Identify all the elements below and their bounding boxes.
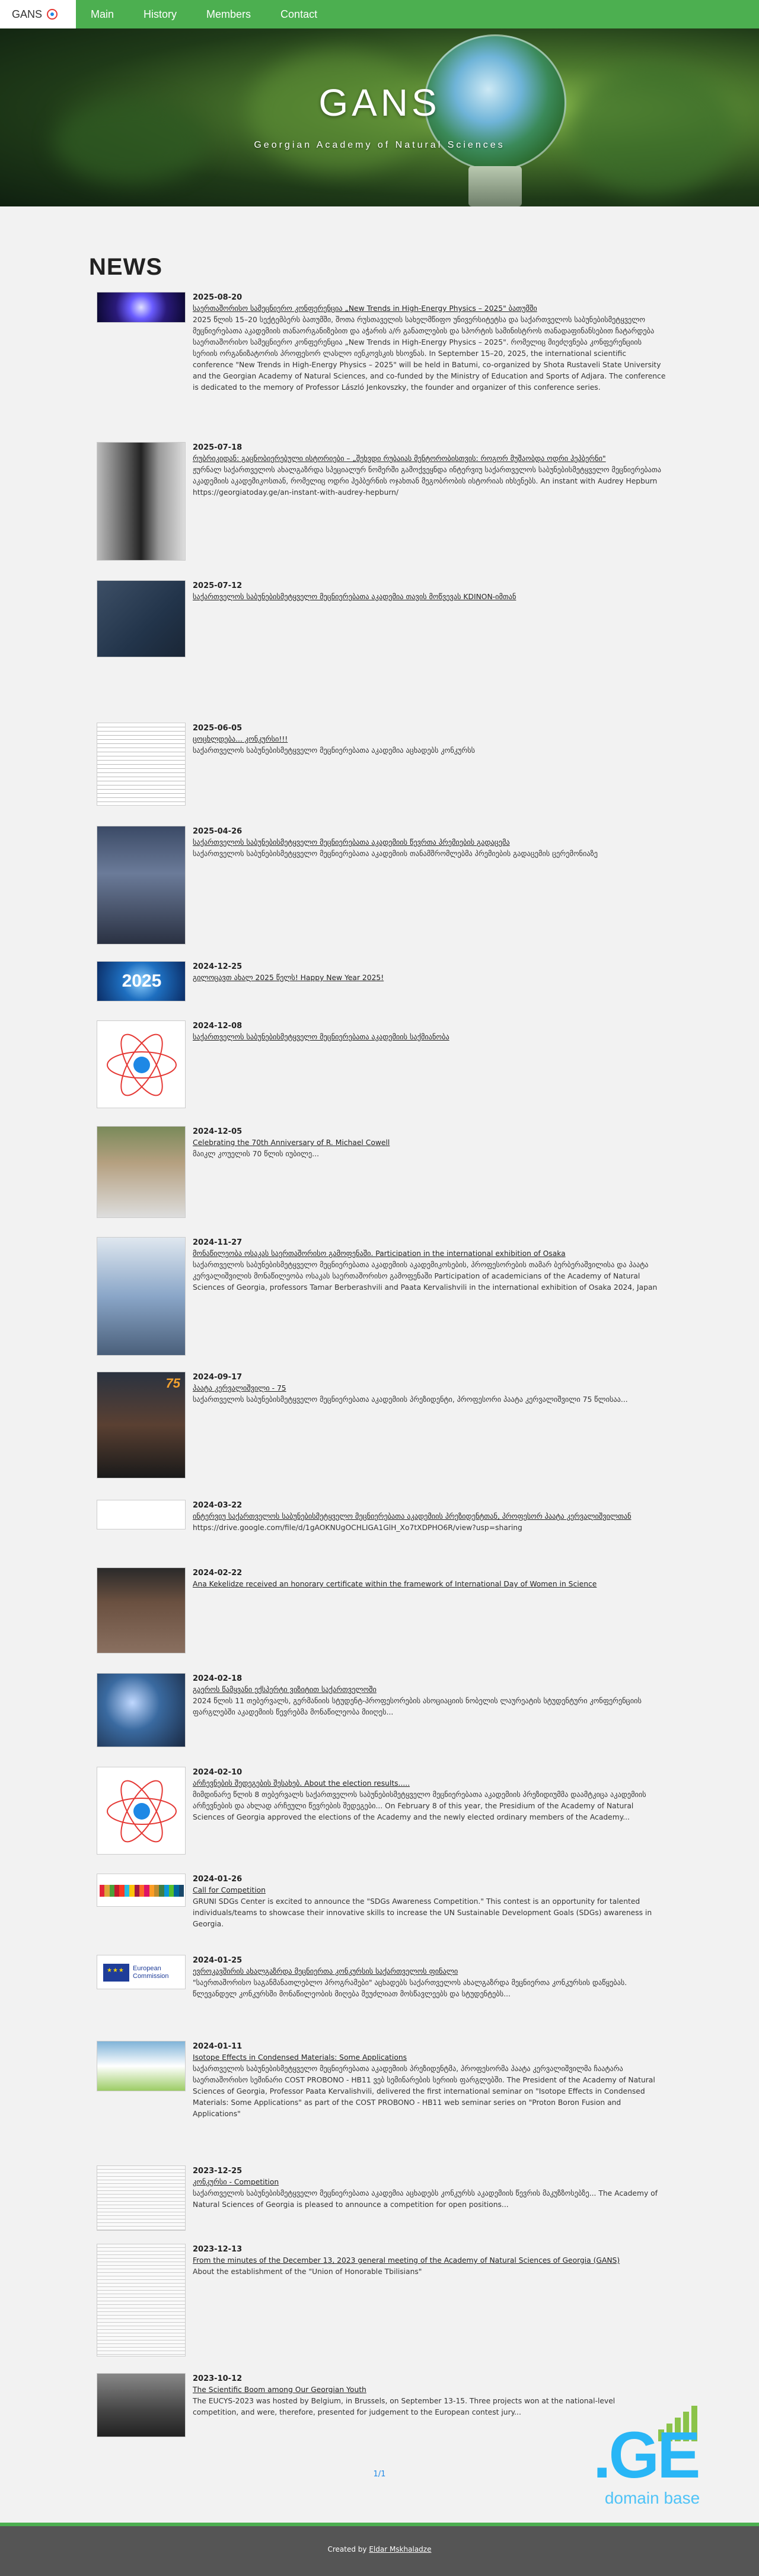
nav-link-contact[interactable]: Contact bbox=[280, 8, 318, 20]
eu-flag-icon bbox=[103, 1964, 129, 1982]
news-date: 2025-07-12 bbox=[193, 581, 243, 590]
news-date: 2024-02-18 bbox=[193, 1674, 243, 1683]
news-title-link[interactable]: ინტერვიუ საქართველოს საბუნებისმეტყველო მეცნიერებათა აკადემიის პრეზიდენტთან, პროფესორ პაატა კერვალიშვილთან bbox=[193, 1512, 632, 1521]
news-excerpt: საქართველოს საბუნებისმეტყველო მეცნიერებათა აკადემიის პრეზიდენტმა, პროფესორმა პაატა კერვალიშვილმა ჩაატარა საერთაშორისო სემინარი COST PROBONO - HB11 ვებ სემინარების სერიის ფარგლებში. The President of the Academy of Natural Sciences of Georgia, Professor Paata Kervalishvili, delivered the first international seminar on "Isotope Effects in Condensed Materials: Some Applications" as part of the COST PROBONO - HB11 web seminar series on "Proton Boron Fusion and Applications" bbox=[193, 2065, 655, 2118]
news-excerpt: საქართველოს საბუნებისმეტყველო მეცნიერებათა აკადემია აცხადებს კონკურსს bbox=[193, 746, 476, 755]
news-title-link[interactable]: From the minutes of the December 13, 2023 general meeting of the Academy of Natural Sciences of Georgia (GANS) bbox=[193, 2256, 620, 2265]
news-title-link[interactable]: გაეროს წამყვანი ექსპერტი ვიზიტით საქართველოში bbox=[193, 1685, 377, 1694]
news-thumbnail[interactable] bbox=[97, 292, 186, 323]
nav-link-main[interactable]: Main bbox=[91, 8, 114, 20]
news-date: 2025-07-18 bbox=[193, 443, 243, 452]
news-date: 2024-01-26 bbox=[193, 1875, 243, 1884]
news-thumbnail[interactable] bbox=[97, 1874, 186, 1907]
news-date: 2025-08-20 bbox=[193, 293, 243, 302]
news-date: 2024-02-22 bbox=[193, 1569, 243, 1578]
news-excerpt: 2025 წლის 15–20 სექტემბერს ბათუმში, შოთა რუსთაველის სახელმწიფო უნივერსიტეტსა და საქართველოს საბუნებისმეტყველო მეცნიერებათა აკადემიის თანაორგანიზებით და აჭარის ა/რ განათლების და სპორტის სამინისტროს თანადაფინანსებით ჩატარდება საერთაშორისო სამეცნიერო კონფერენცია „New Trends in High-Energy Physics – 2025". რომელიც მიეძღვნება კონფერენციის სერიის ორგანიზატორის პროფესორ ლასლო იენკოვსკის ხსოვნას. In September 15–20, 2025, the international scientific conference "New Trends in High-Energy Physics – 2025" will be held in Batumi, co-organized by Shota Rustaveli State University and the Georgian Academy of Natural Sciences, and co-funded by the Ministry of Education and Sports of Adjara. The conference is dedicated to the memory of Professor László Jenkovszky, the founder and organizer of this conference series. bbox=[193, 316, 666, 392]
news-thumbnail[interactable] bbox=[97, 580, 186, 657]
news-excerpt: მიმდინარე წლის 8 თებერვალს საქართველოს საბუნებისმეტყველო მეცნიერებათა აკადემიის პრეზიდიუმმა დაამტკიცა აკადემიის არჩევნების და ახლად არჩეული წევრების შედეგები... On February 8 of this year, the Presidium of the Academy of Natural Sciences of Georgia approved the elections of the Academy and the newly elected ordinary members of the Academy... bbox=[193, 1791, 646, 1821]
news-thumbnail[interactable] bbox=[97, 442, 186, 561]
academy-logo-icon bbox=[47, 9, 58, 20]
brand-text: GANS bbox=[12, 8, 43, 20]
news-thumbnail[interactable] bbox=[97, 723, 186, 806]
news-title-link[interactable]: პაატა კერვალიშვილი - 75 bbox=[193, 1384, 286, 1392]
news-thumbnail[interactable] bbox=[97, 1372, 186, 1478]
lightbulb-base-image bbox=[468, 166, 522, 206]
academy-emblem-icon bbox=[97, 1767, 186, 1855]
top-navbar bbox=[0, 0, 759, 28]
news-excerpt: The EUCYS-2023 was hosted by Belgium, in Brussels, on September 13-15. Three projects won at the national-level competition, and were, therefore, presented for judgement to the European contest jury... bbox=[193, 2397, 616, 2416]
sdg-logo-icon bbox=[100, 1885, 184, 1897]
news-excerpt: 2024 წლის 11 თებერვალს, გერმანიის სტუდენტ-პროფესორების ასოციაციის ნობელის ლაურეატის სტუდენტური კონფერენციის ფარგლებში აკადემიის წევრებმა მონაწილეობა მიიღეს... bbox=[193, 1697, 642, 1716]
eu-logo-text: European Commission bbox=[133, 1965, 169, 1980]
news-thumbnail[interactable] bbox=[97, 2165, 186, 2231]
news-thumbnail[interactable] bbox=[97, 1237, 186, 1356]
news-date: 2025-06-05 bbox=[193, 724, 243, 733]
news-date: 2025-04-26 bbox=[193, 827, 243, 836]
news-excerpt: საქართველოს საბუნებისმეტყველო მეცნიერებათა აკადემიის აკადემიკოსების, პროფესორების თამარ ბერბერაშვილისა და პაატა კერვალიშვილის მონაწილეობა ოსაკას საერთაშორისო გამოფენაში Participation of academicians of the Academy of Natural Sciences of Georgia, professors Tamar Berberashvili and Paata Kervalishvili in the international exhibition of Osaka 2024, Japan bbox=[193, 1261, 658, 1292]
news-excerpt: GRUNI SDGs Center is excited to announce the "SDGs Awareness Competition." This contest is an opportunity for talented individuals/teams to showcase their innovative skills to increase the UN Sustainable Development Goals (SDGs) awareness in Georgia. bbox=[193, 1897, 652, 1928]
news-thumbnail[interactable] bbox=[97, 826, 186, 944]
news-excerpt: About the establishment of the "Union of Honorable Tbilisians" bbox=[193, 2267, 422, 2276]
news-title-link[interactable]: საქართველოს საბუნებისმეტყველო მეცნიერებათა აკადემიის წევრთა პრემიების გადაცემა bbox=[193, 838, 510, 847]
nav-link-history[interactable]: History bbox=[143, 8, 177, 20]
brand-link[interactable] bbox=[0, 0, 76, 28]
news-date: 2024-12-08 bbox=[193, 1022, 243, 1031]
news-date: 2023-10-12 bbox=[193, 2374, 243, 2383]
footer-credit-label: Created by bbox=[327, 2545, 369, 2553]
news-thumbnail[interactable] bbox=[97, 1020, 186, 1108]
academy-emblem-icon bbox=[97, 1021, 186, 1108]
news-thumbnail[interactable] bbox=[97, 1126, 186, 1218]
news-excerpt: საქართველოს საბუნებისმეტყველო მეცნიერებათა აკადემიის თანამშრომლებმა პრემიების გადაცემის ცერემონიაზე bbox=[193, 850, 598, 858]
news-excerpt: მაიკლ კოუელის 70 წლის იუბილე... bbox=[193, 1150, 319, 1158]
news-title-link[interactable]: ცოცხლდება... კონკურსი!!! bbox=[193, 735, 288, 743]
news-title-link[interactable]: Isotope Effects in Condensed Materials: Some Applications bbox=[193, 2053, 407, 2062]
pagination[interactable]: 1/1 bbox=[373, 2470, 386, 2479]
news-date: 2024-03-22 bbox=[193, 1501, 243, 1510]
hero-subtitle: Georgian Academy of Natural Sciences bbox=[254, 140, 505, 150]
news-thumbnail[interactable] bbox=[97, 1673, 186, 1747]
ge-logo-text: .GE bbox=[593, 2419, 699, 2492]
news-date: 2023-12-25 bbox=[193, 2167, 243, 2176]
news-title-link[interactable]: Celebrating the 70th Anniversary of R. Michael Cowell bbox=[193, 1138, 390, 1147]
news-date: 2024-11-27 bbox=[193, 1238, 243, 1247]
news-excerpt: https://drive.google.com/file/d/1gAOKNUgOCHLIGA1GlH_Xo7tXDPHO6R/view?usp=sharing bbox=[193, 1524, 522, 1532]
news-title-link[interactable]: არჩევნების შედეგების შესახებ. About the election results..... bbox=[193, 1779, 410, 1788]
news-date: 2024-09-17 bbox=[193, 1373, 243, 1382]
news-date: 2024-01-11 bbox=[193, 2042, 243, 2051]
hero-banner bbox=[0, 28, 759, 206]
news-title-link[interactable]: საერთაშორისო სამეცნიერო კონფერენცია „New Trends in High-Energy Physics – 2025" ბათუმში bbox=[193, 304, 537, 313]
news-thumbnail[interactable] bbox=[97, 961, 186, 1001]
news-excerpt: "საერთაშორისო საგანმანათლებლო პროგრამები" აცხადებს საქართველოს ახალგაზრდა მეცნიერთა კონკურსის დაწყებას. წლევანდელ კონკურსში მონაწილეობის მიღება შეუძლიათ მოსწავლეებს და სტუდენტებს... bbox=[193, 1979, 627, 1998]
news-title-link[interactable]: The Scientific Boom among Our Georgian Youth bbox=[193, 2386, 366, 2394]
news-excerpt: საქართველოს საბუნებისმეტყველო მეცნიერებათა აკადემიის პრეზიდენტი, პროფესორი პაატა კერვალიშვილი 75 წლისაა... bbox=[193, 1395, 628, 1404]
news-date: 2024-12-05 bbox=[193, 1127, 243, 1136]
new-year-graphic-text: 2025 bbox=[122, 971, 162, 991]
news-thumbnail[interactable] bbox=[97, 2244, 186, 2356]
news-date: 2024-12-25 bbox=[193, 962, 243, 971]
news-title-link[interactable]: საქართველოს საბუნებისმეტყველო მეცნიერებათა აკადემია თავის მოწვევას KDINON-იმთან bbox=[193, 593, 516, 601]
news-date: 2024-01-25 bbox=[193, 1956, 243, 1965]
news-title-link[interactable]: ევროკავშირის ახალგაზრდა მეცნიერთა კონკურსის საქართველოს ფინალი bbox=[193, 1967, 458, 1976]
ge-logo-subtitle: domain base bbox=[604, 2489, 700, 2507]
anniversary-graphic-text: 75 bbox=[165, 1376, 180, 1391]
footer bbox=[0, 2526, 759, 2576]
news-heading: NEWS bbox=[89, 254, 162, 280]
news-date: 2024-02-10 bbox=[193, 1768, 243, 1777]
news-thumbnail[interactable] bbox=[97, 2041, 186, 2091]
news-title-link[interactable]: რუბრიკიდან: გაცნობიერებული ისტორიები – „შეხვდი რუბაიას მენტორობისთვის: როგორ მუშაობდა ოდრი ჰეპბერნი" bbox=[193, 454, 606, 463]
news-thumbnail[interactable] bbox=[97, 1767, 186, 1855]
hero-title: GANS bbox=[318, 81, 441, 124]
news-title-link[interactable]: Call for Competition bbox=[193, 1886, 266, 1894]
news-excerpt: საქართველოს საბუნებისმეტყველო მეცნიერებათა აკადემია აცხადებს კონკურსს აკადემიის წევრის მაკუზზოსებზე... The Academy of Natural Sciences of Georgia is pleased to announce a competition for open positions... bbox=[193, 2189, 658, 2209]
nav-link-members[interactable]: Members bbox=[206, 8, 251, 20]
news-title-link[interactable]: Ana Kekelidze received an honorary certificate within the framework of International Day of Women in Science bbox=[193, 1580, 597, 1588]
news-thumbnail[interactable] bbox=[97, 1567, 186, 1653]
news-thumbnail[interactable] bbox=[97, 2373, 186, 2437]
news-title-link[interactable]: კონკურსი - Competition bbox=[193, 2178, 279, 2186]
news-title-link[interactable]: საქართველოს საბუნებისმეტყველო მეცნიერებათა აკადემიის საქმიანობა bbox=[193, 1033, 449, 1041]
news-title-link[interactable]: მონაწილეობა ოსაკას საერთაშორისო გამოფენაში. Participation in the international exhibition of Osaka bbox=[193, 1249, 566, 1258]
news-thumbnail[interactable] bbox=[97, 1500, 186, 1529]
footer-author-link[interactable]: Eldar Mskhaladze bbox=[369, 2545, 432, 2553]
news-excerpt: ჟურნალ საქართველოს ახალგაზრდა სპეციალურ ნომერში გამოქვეყნდა ინტერვიუ საქართველოს საბუნებისმეტყველო მეცნიერებათა აკადემიის აკადემიკოსთან, რომელიც ოდრი ჰეპბერნის ოჯახთან მეგობრობის ისტორიას იხსენებს. An instant with Audrey Hepburn https://georgiatoday.ge/an-instant-with-audrey-hepburn/ bbox=[193, 466, 661, 497]
news-date: 2023-12-13 bbox=[193, 2245, 243, 2254]
ge-domain-logo[interactable] bbox=[587, 2394, 717, 2513]
news-thumbnail[interactable] bbox=[97, 1955, 186, 1989]
news-title-link[interactable]: გილოცავთ ახალ 2025 წელს! Happy New Year 2025! bbox=[193, 974, 384, 982]
